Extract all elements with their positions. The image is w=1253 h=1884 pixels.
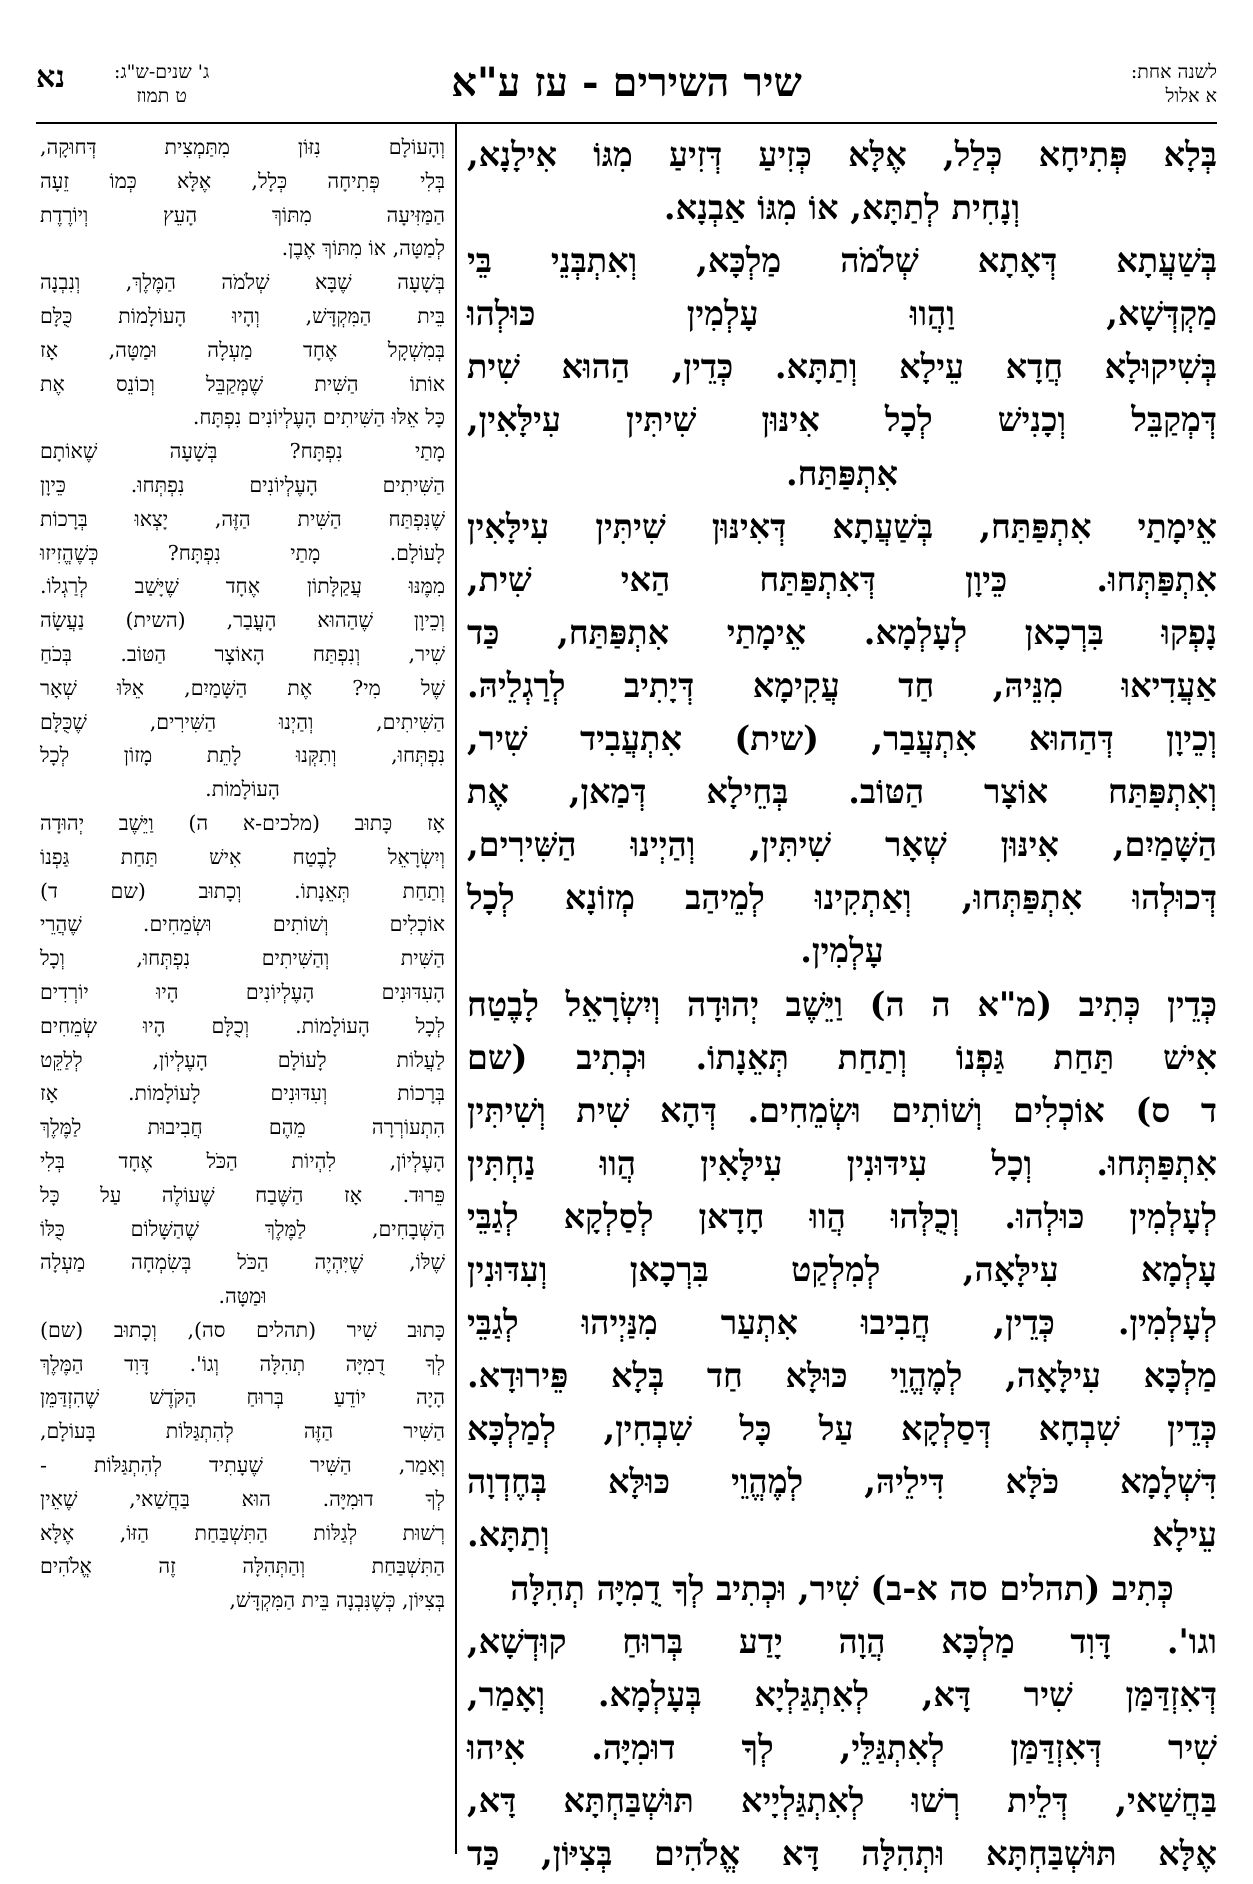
- side-text-line: הָיָה יוֹדֵעַ בְּרוּחַ הַקֹּדֶשׁ שֶׁהִזְדַּמֵּן: [40, 1385, 445, 1410]
- side-text-line: מָתַי נִפְתָּח? בְּשָׁעָה שֶׁאוֹתָם: [40, 439, 445, 464]
- page-number: נא: [36, 60, 66, 95]
- side-text-line: כָּל אֵלּוּ הַשִּׁיתִים הָעֶלְיוֹנִים נִפְתָּח.: [192, 405, 445, 430]
- main-text-line: כְּדֵין כְּתִיב (מ"א ה ה) וַיֵּשֶׁב יְהוּדָה וְיִשְׂרָאֵל לָבֶטַח: [467, 984, 1217, 1024]
- side-text-line: אוֹכְלִים וְשׁוֹתִים וּשְׂמֵחִים. שֶׁהֲרֵי: [40, 912, 445, 937]
- side-text-line: וְכֵיוָן שֶׁהַהוּא הָעֳבַר, (השית) נַעֲשָׂה: [40, 608, 445, 633]
- column-divider: [455, 124, 457, 1854]
- main-text-line: עֵילָא וְתַתָּא.: [467, 1515, 1217, 1555]
- main-text-line: לְעָלְמִין. כְּדֵין, חֲבִיבוּ אִתְעַר מִנַּיְיהוּ לְגַבֵּי: [467, 1303, 1217, 1343]
- main-text-line: נָפְקוּ בִּרְכָאן לְעָלְמָא. אֵימָתַי אִתְפַּתַּח, כַּד: [467, 612, 1217, 652]
- main-text-line: בְּשִׁיקוּלָא חֲדָא עֵילָא וְתַתָּא. כְּדֵין, הַהוּא שִׁית: [467, 347, 1217, 387]
- main-text-line: לְעָלְמִין כּוּלְהוּ. וְכֻלְּהוּ הֲווּ חָדָאן לְסַלְקָא לְגַבֵּי: [467, 1196, 1217, 1236]
- side-text-line: הִתְעוֹרְרָה מֵהֶם חֲבִיבוּת לַמֶּלֶךְ: [40, 1115, 445, 1140]
- side-text-line: לְכָל הָעוֹלָמוֹת. וְכֻלָּם הָיוּ שְׂמֵחִים: [40, 1013, 445, 1038]
- side-text-line: הָעֶלְיוֹן, לִהְיוֹת הַכֹּל אֶחָד בְּלִי: [40, 1148, 445, 1173]
- header-schedule-three-years: [114, 60, 209, 108]
- header-three-years-date: ט תמוז: [136, 85, 187, 107]
- main-text-line: אַעֲדִיאוּ מִנֵּיהּ, חַד עֲקִימָא דְּיָתִיב לְרַגְלֵיהּ.: [467, 665, 1217, 705]
- main-text-line: עָלְמִין.: [800, 931, 884, 971]
- main-text-line: אֵימָתַי אִתְפַּתַּח, בְּשַׁעֲתָא דְּאִינּוּן שִׁיתִּין עִילָּאִין: [467, 506, 1217, 546]
- side-text-line: לְךָ דוּמִיָּה. הוּא בַּחֲשַׁאי, שֶׁאֵין: [40, 1486, 445, 1511]
- main-text-line: וְאִתְפַּתַּח אוֹצָר הַטּוֹב. בְּחֵילָא דְּמַאן, אֶת: [467, 772, 1217, 812]
- main-text-line: דְּאִזְדַּמַּן שִׁיר דָּא, לְאִתְגַּלְיָא בְּעָלְמָא. וְאָמַר,: [467, 1674, 1217, 1714]
- main-text-column: [467, 128, 1217, 1873]
- main-text-line: דְּמְקַבֵּל וְכָנִישׁ לְכָל אִינּוּן שִׁיתִּין עִילָּאִין,: [467, 400, 1217, 440]
- side-text-line: מִמֶּנּוּ עֲקַלָּתוֹן אֶחָד שֶׁיָּשַׁב לְרַגְלוֹ.: [40, 574, 445, 599]
- header-divider: [36, 122, 1217, 124]
- side-text-line: אוֹתוֹ הַשִּׁית שֶׁמְּקַבֵּל וְכוֹנֵס אֶת: [40, 371, 445, 396]
- side-text-line: בֵּית הַמִּקְדָּשׁ, וְהָיוּ הָעוֹלָמוֹת כֻּלָּם: [40, 303, 445, 328]
- side-text-line: לְמַטָּה, אוֹ מִתּוֹךְ אֶבֶן.: [281, 236, 445, 261]
- side-text-line: הַשִּׁיתִים, וְהַיְנוּ הַשִּׁירִים, שֶׁכֻּלָּם: [40, 709, 445, 734]
- page-title: שיר השירים - עז ע"א: [451, 59, 802, 106]
- side-text-line: וְהָעוֹלָם נִזּוֹן מִתַּמְצִית דְּחוּקָה,: [40, 135, 445, 159]
- header-one-year-label: לשנה אחת:: [1130, 61, 1217, 83]
- side-text-line: הַשִּׁית וְהַשִּׁיתִים נִפְתְּחוּ, וְכָל: [40, 946, 445, 971]
- translation-column: [40, 131, 445, 1853]
- main-text-line: כְּדֵין שִׁבְחָא דְּסַלְקָא עַל כָּל שִׁבְחִין, לְמַלְכָּא: [467, 1409, 1217, 1449]
- side-text-line: שֶׁלּוֹ, שֶׁיִּהְיֶה הַכֹּל בְּשִׂמְחָה מַעְלָה: [40, 1250, 445, 1275]
- main-text-line: אִתְפַּתְּחוּ. כֵּיוָן דְּאִתְפַּתַּח הַאי שִׁית,: [467, 559, 1217, 599]
- side-text-line: הַמַּזִּיעָה מִתּוֹךְ הָעֵץ וְיוֹרֶדֶת: [40, 202, 445, 227]
- side-text-line: וּמַטָּה.: [218, 1284, 267, 1309]
- side-text-line: בְּרָכוֹת וְעִדּוּנִים לָעוֹלָמוֹת. אָז: [40, 1081, 445, 1106]
- main-text-line: וגו'. דָּוִד מַלְכָּא הֲוָה יָדַע בְּרוּחַ קוּדְשָׁא,: [467, 1621, 1217, 1661]
- side-text-line: הַשְּׁבָחִים, לַמֶּלֶךְ שֶׁהַשָּׁלוֹם כֻּלּוֹ: [40, 1216, 445, 1241]
- side-text-line: אָז כָּתוּב (מלכים-א ה) וַיֵּשֶׁב יְהוּדָה: [40, 810, 445, 835]
- main-text-line: מַקְדְּשָׁא, וַהֲווּ עָלְמִין כּוּלְהוּ: [467, 294, 1217, 334]
- main-text-line: בְּשַׁעֲתָא דְּאָתָא שְׁלֹמֹה מַלְכָּא, וְאִתְבְּנֵי בֵּי: [467, 241, 1217, 281]
- main-text-line: אִתְפַּתְּחוּ. וְכָל עִידּוּנִין עִילָּאִין הֲווּ נַחְתִּין: [467, 1143, 1217, 1183]
- side-text-line: וְיִשְׂרָאֵל לָבֶטַח אִישׁ תַּחַת גַּפְנוֹ: [40, 844, 445, 869]
- side-text-line: לָעוֹלָם. מָתַי נִפְתָּח? כְּשֶׁהֱזִיזוּ: [40, 540, 445, 565]
- main-text-line: דְּכוּלְהוּ אִתְפַּתְּחוּ, וְאַתְקִינוּ לְמֵיהַב מְזוֹנָא לְכָל: [467, 878, 1217, 918]
- side-text-line: נִפְתְּחוּ, וְתִקְּנוּ לָתֵת מָזוֹן לְכָל: [40, 743, 445, 768]
- side-text-line: וְתַחַת תְּאֵנָתוֹ. וְכָתוּב (שם ד): [40, 878, 445, 903]
- main-text-line: עָלְמָא עִילָּאָה, לְמִלְקַט בִּרְכָאן וְעִדּוּנִין: [467, 1249, 1217, 1289]
- main-text-line: דִּשְׁלָמָא כֹּלָּא דִּילֵיהּ, לְמֶהֱוֵי כּוּלָּא בְּחֶדְוָה: [467, 1462, 1217, 1502]
- main-text-line: מַלְכָּא עִילָּאָה, לְמֶהֱוֵי כּוּלָּא חַד בְּלָא פֵּירוּדָא.: [467, 1356, 1217, 1396]
- side-text-line: פֵּרוּד. אָז הַשֶּׁבַח שֶׁעוֹלֶה עַל כָּל: [40, 1182, 445, 1207]
- header-three-years-label: ג' שנים-ש"ג:: [114, 61, 210, 83]
- main-text-line: אִתְפַּתַּח.: [785, 453, 899, 493]
- side-text-line: הַשִּׁיתִים הָעֶלְיוֹנִים נִפְתְּחוּ. כֵּיוָן: [40, 472, 445, 497]
- main-text-line: בְּלָא פְּתִיחָא כְּלַל, אֶלָּא כְּזִיעַ דְּזִיעַ מִגּוֹ אִילָנָא,: [467, 135, 1217, 174]
- side-text-line: לְךָ דֻמִיָּה תְהִלָּה וְגוֹ'. דָּוִד הַמֶּלֶךְ: [40, 1351, 445, 1376]
- side-text-line: בְּמִשְׁקָל אֶחָד מַעְלָה וּמַטָּה, אָז: [40, 337, 445, 362]
- side-text-line: הָעוֹלָמוֹת.: [205, 777, 280, 802]
- side-text-line: וְאָמַר, הַשִּׁיר שֶׁעָתִיד לְהִתְגַּלּוֹת -: [40, 1453, 445, 1478]
- main-text-line: כְּתִיב (תהלים סה א-ב) שִׁיר, וּכְתִיב לְךָ דֻמִיָּה תְהִלָּה: [510, 1568, 1174, 1608]
- main-text-line: וְנָחִית לְתַתָּא, אוֹ מִגּוֹ אַבְנָא.: [663, 188, 1021, 228]
- side-text-line: הַשִּׁיר הַזֶּה לְהִתְגַּלּוֹת בָּעוֹלָם,: [40, 1419, 445, 1444]
- main-text-line: וְכֵיוָן דְּהַהוּא אִתְעֲבַר, (שית) אִתְעֲבִיד שִׁיר,: [467, 719, 1217, 759]
- side-text-line: הָעִדּוּנִים הָעֶלְיוֹנִים הָיוּ יוֹרְדִים: [40, 979, 445, 1004]
- side-text-line: הַתִּשְׁבַּחַת וְהַתְּהִלָּה זֶה אֱלֹהִים: [40, 1554, 445, 1579]
- side-text-line: שֶׁל מִי? אֶת הַשָּׁמַיִם, אֵלּוּ שְׁאָר: [40, 675, 445, 700]
- header-one-year-date: א אלול: [1165, 85, 1217, 107]
- main-text-line: בַּחֲשַׁאי, דְּלֵית רְשׁוּ לְאִתְגַּלְיָיא תּוּשְׁבַּחְתָּא דָּא,: [467, 1780, 1217, 1820]
- side-text-line: רְשׁוּת לְגַלּוֹת הַתִּשְׁבַּחַת הַזּוֹ, אֶלָּא: [40, 1520, 445, 1545]
- side-text-line: כָּתוּב שִׁיר (תהלים סה), וְכָתוּב (שם): [40, 1317, 445, 1342]
- main-text-line: ד ס) אוֹכְלִים וְשׁוֹתִים וּשְׂמֵחִים. דְּהָא שִׁית וְשִׁיתִּין: [467, 1090, 1217, 1130]
- side-text-line: שֶׁנִּפְתַּח הַשִּׁית הַזֶּה, יָצְאוּ בְּרָכוֹת: [40, 506, 445, 531]
- page-header: [36, 56, 1217, 122]
- main-text-line: אִישׁ תַּחַת גַּפְנוֹ וְתַחַת תְּאֵנָתוֹ. וּכְתִיב (שם: [467, 1037, 1217, 1077]
- main-text-line: אֶלָּא תּוּשְׁבַּחְתָּא וּתְהִלָּה דָּא אֱלֹהִים בְּצִיּוֹן, כַּד: [467, 1834, 1217, 1873]
- side-text-line: בְּשָׁעָה שֶׁבָּא שְׁלֹמֹה הַמֶּלֶךְ, וְנִבְנָה: [40, 270, 445, 295]
- side-text-line: לַעֲלוֹת לָעוֹלָם הָעֶלְיוֹן, לְלַקֵּט: [40, 1047, 445, 1072]
- side-text-line: שִׁיר, וְנִפְתַּח הָאוֹצָר הַטּוֹב. בְּכֹחַ: [40, 641, 445, 666]
- main-text-line: הַשָּׁמַיִם, אִינּוּן שְׁאָר שִׁיתִּין, וְהַיְינוּ הַשִּׁירִים,: [467, 825, 1217, 865]
- side-text-line: בְּצִיּוֹן, כְּשֶׁנִּבְנָה בֵּית הַמִּקְדָּשׁ,: [229, 1588, 445, 1613]
- side-text-line: בְּלִי פְּתִיחָה כְּלָל, אֶלָּא כְּמוֹ זֵעָה: [40, 168, 445, 193]
- main-text-line: שִׁיר דְּאִזְדַּמַּן לְאִתְגַּלֵּי, לְךָ דוּמִיָּה. אִיהוּ: [467, 1727, 1217, 1767]
